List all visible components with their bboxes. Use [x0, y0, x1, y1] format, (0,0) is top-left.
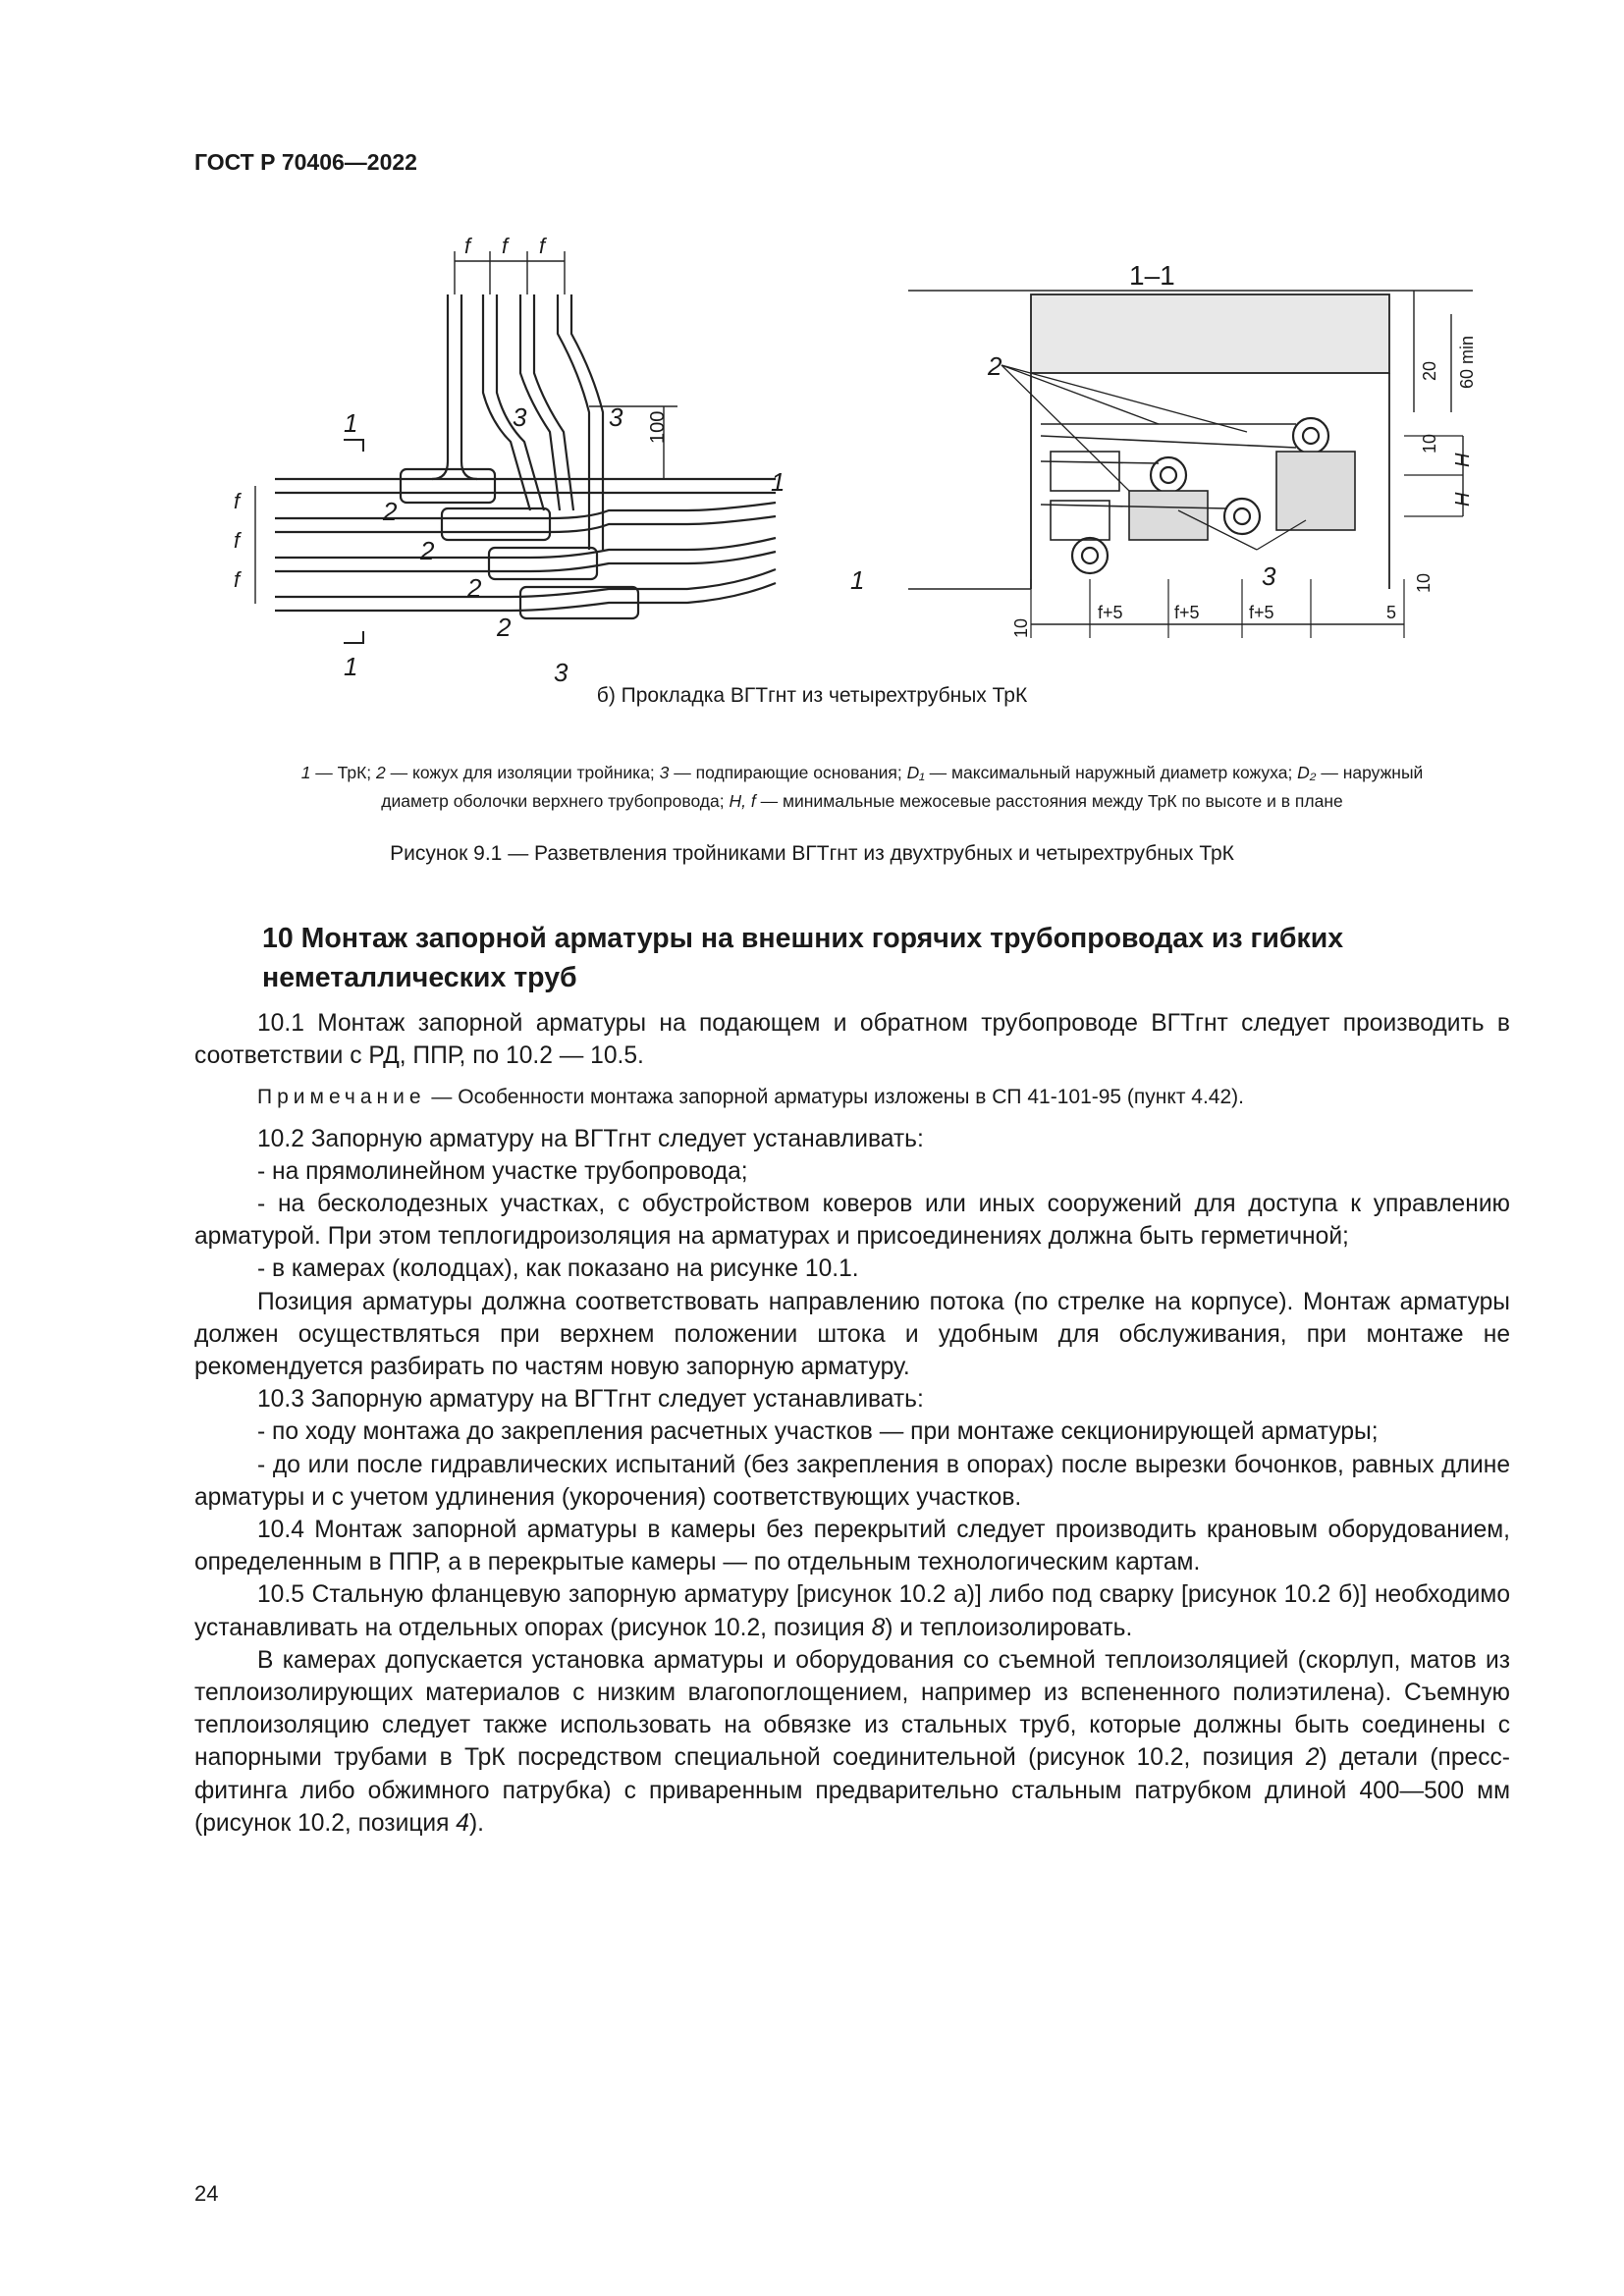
label-2-a: 2: [383, 497, 398, 526]
label-3-right: 3: [1262, 561, 1276, 591]
label-2-right: 2: [988, 351, 1002, 381]
list-item-10-2-c: - в камерах (колодцах), как показано на рисунке 10.1.: [257, 1255, 859, 1283]
label-dim-10-right: 10: [1414, 572, 1434, 593]
pch-pos-4: 4: [456, 1809, 469, 1837]
legend-text-5: — наружный: [1316, 763, 1424, 782]
label-H-2: H: [1452, 492, 1474, 507]
label-3-b: 3: [609, 402, 623, 432]
paragraph-position: Позиция арматуры должна соответствовать направлению потока (по стрелке на корпусе). Монтаж арматуры должен осуществляться при верхнем положении штока и удобным для обслуживания, при монтаже не рекомендуется разбирать по частям новую запорную арматуру.: [194, 1288, 1510, 1381]
legend-text-2: — кожух для изоляции тройника;: [385, 763, 660, 782]
technical-drawing: [0, 0, 1624, 687]
list-item-10-2-b: - на бесколодезных участках, с обустройством коверов или иных сооружений для доступа к управлению арматурой. При этом теплогидроизоляция на арматурах и присоединениях должна быть герметичной;: [194, 1191, 1510, 1251]
list-item-10-3-b: - до или после гидравлических испытаний (без закрепления в опорах) после вырезки бочонков, равных длине арматуры и с учетом удлинения (укорочения) соответствующих участков.: [194, 1451, 1510, 1511]
p10-5-a: 10.5 Стальную фланцевую запорную арматуру [рисунок 10.2 а)] либо под сварку [рисунок 10.2 б)] необходимо устанавливать на отдельных опорах (рисунок 10.2, позиция: [194, 1581, 1510, 1641]
tee-housing-1: [401, 469, 495, 503]
label-2-c: 2: [467, 573, 482, 603]
label-f-4: f: [234, 489, 241, 513]
pipe-row-3: [275, 538, 776, 571]
label-3-c: 3: [554, 658, 568, 687]
paragraph-10-1: 10.1 Монтаж запорной арматуры на подающем и обратном трубопроводе ВГТгнт следует производить в соответствии с РД, ППР, по 10.2 — 10.5.: [194, 1010, 1510, 1070]
label-3-a: 3: [513, 402, 527, 432]
label-dim-20: 20: [1420, 360, 1439, 381]
note-label: Примечание: [257, 1086, 426, 1109]
figure-subcaption: б) Прокладка ВГТгнт из четырехтрубных ТрК: [596, 684, 1028, 707]
label-f5-2: f+5: [1174, 603, 1200, 622]
pch-e: ).: [468, 1809, 485, 1837]
paragraph-chambers: [194, 1644, 1510, 1840]
label-2-d: 2: [497, 613, 512, 642]
label-f-5: f: [234, 528, 241, 553]
pipe-row-4: [275, 569, 776, 611]
p10-5-pos: 8: [871, 1614, 886, 1641]
label-H-1: H: [1452, 453, 1474, 467]
note-text: — Особенности монтажа запорной арматуры изложены в СП 41-101-95 (пункт 4.42).: [425, 1086, 1244, 1109]
list-item-10-2-a: - на прямолинейном участке трубопровода;: [257, 1157, 748, 1185]
standard-header: ГОСТ Р 70406—2022: [194, 149, 417, 175]
section-heading: 10 Монтаж запорной арматуры на внешних горячих трубопроводах из гибких неметаллических труб: [262, 923, 1344, 993]
support-base-2: [1129, 491, 1208, 540]
figure-caption: Рисунок 9.1 — Разветвления тройниками ВГТгнт из двухтрубных и четырехтрубных ТрК: [390, 842, 1234, 865]
figure-legend: [194, 759, 1530, 816]
paragraph-10-2: 10.2 Запорную арматуру на ВГТгнт следует устанавливать:: [257, 1125, 924, 1152]
label-f-3: f: [539, 234, 546, 258]
label-dim-5: 5: [1386, 603, 1397, 622]
p10-5-c: ) и теплоизолировать.: [885, 1614, 1133, 1641]
list-item-10-3-a: - по ходу монтажа до закрепления расчетных участков — при монтаже секционирующей арматуры;: [257, 1418, 1379, 1446]
pch-pos-2: 2: [1305, 1744, 1320, 1772]
tee-housing-2: [442, 508, 550, 540]
section-label: 1–1: [1129, 260, 1175, 291]
label-f5-1: f+5: [1098, 603, 1123, 622]
label-1-bottom: 1: [344, 652, 358, 681]
label-f-2: f: [502, 234, 509, 258]
paragraph-10-5: [194, 1578, 1510, 1643]
pipe-row-2: [275, 503, 776, 532]
label-dim-10-top: 10: [1420, 433, 1439, 454]
tee-housing-3: [489, 548, 597, 579]
legend-pos-2: 2: [376, 763, 386, 782]
legend-pos-5: D₂: [1297, 763, 1317, 782]
legend-text-3: — подпирающие основания;: [669, 763, 907, 782]
note: [194, 1081, 1510, 1113]
pch-c: ) детали (пресс-фитинга либо обжимного патрубка) с приваренным предварительно стальным патрубком длиной 400—500 мм (рисунок 10.2, позиция: [194, 1744, 1511, 1837]
legend-text-6: диаметр оболочки верхнего трубопровода;: [381, 791, 730, 811]
label-1-right: 1: [771, 467, 785, 497]
page-number: 24: [194, 2181, 219, 2206]
label-2-b: 2: [420, 536, 435, 565]
pch-a: В камерах допускается установка арматуры и оборудования со съемной теплоизоляцией (скорлуп, матов из теплоизолирующих материалов с низким влагопоглощением, например из вспененного полиэтилена). Съемную теплоизоляцию следует также использовать на обвязке из стальных труб, которые должны быть соединены с напорными трубами в ТрК посредством специальной соединительной (рисунок 10.2, позиция: [194, 1646, 1510, 1772]
label-1-right-section: 1: [850, 565, 865, 595]
label-f-6: f: [234, 567, 241, 592]
legend-pos-6: H, f: [729, 791, 756, 811]
label-1-top: 1: [344, 408, 358, 438]
paragraph-10-3: 10.3 Запорную арматуру на ВГТгнт следует устанавливать:: [257, 1386, 924, 1414]
legend-text-1: — ТрК;: [310, 763, 377, 782]
concrete-slab: [1031, 294, 1389, 373]
label-dim-100: 100: [647, 410, 669, 444]
body-text: [194, 1007, 1510, 1840]
legend-text-4: — максимальный наружный диаметр кожуха;: [924, 763, 1298, 782]
legend-pos-4: D₁: [906, 763, 925, 782]
label-dim-60: 60 min: [1457, 335, 1477, 389]
paragraph-10-4: 10.4 Монтаж запорной арматуры в камеры без перекрытий следует производить крановым оборудованием, определенным в ППР, а в перекрытые камеры — по отдельным технологическим картам.: [194, 1517, 1510, 1576]
label-f-1: f: [464, 234, 471, 258]
label-f5-3: f+5: [1249, 603, 1274, 622]
support-base-1: [1276, 452, 1355, 530]
label-dim-10-bottom: 10: [1011, 617, 1031, 638]
legend-pos-3: 3: [659, 763, 670, 782]
legend-pos-1: 1: [300, 763, 311, 782]
legend-text-7: — минимальные межосевые расстояния между ТрК по высоте и в плане: [755, 791, 1343, 811]
